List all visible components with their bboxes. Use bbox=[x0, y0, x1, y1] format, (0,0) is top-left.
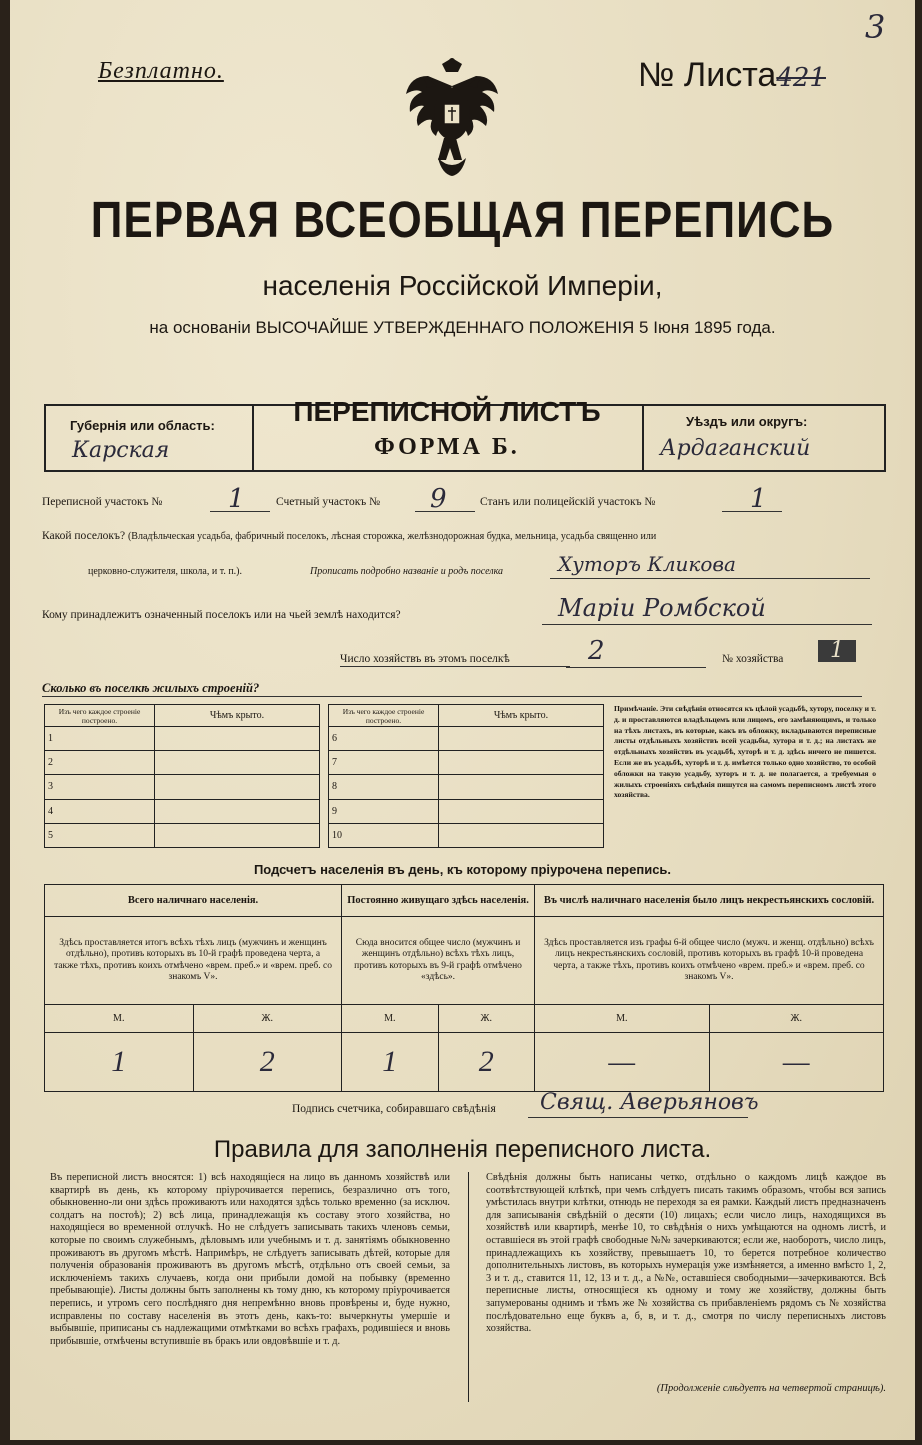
count-value: 1 bbox=[45, 1032, 194, 1091]
form-header-left-border bbox=[44, 404, 46, 472]
buildings-table-right bbox=[328, 704, 604, 848]
household-no-value: 1 bbox=[818, 640, 856, 662]
buildings-col-material: Изъ чего каждое строеніе построено. bbox=[45, 705, 155, 727]
form-title: ПЕРЕПИСНОЙ ЛИСТЪ bbox=[293, 396, 601, 427]
rules-divider bbox=[468, 1172, 469, 1402]
poselok-hint-3: Прописать подробно названіе и родъ поселка bbox=[310, 566, 504, 577]
buildings-table-left bbox=[44, 704, 320, 848]
form-header-bottom-border bbox=[44, 470, 886, 472]
poselok-hint-2: церковно-служителя, школа, и т. п.). bbox=[88, 566, 242, 577]
household-no-label: № хозяйства bbox=[722, 653, 784, 665]
gubernia-label: Губернія или область: bbox=[70, 418, 215, 433]
count-value: 1 bbox=[342, 1032, 439, 1091]
rules-right: Свѣдѣнія должны быть написаны четко, отдѣльно о каждомъ лицѣ каждое въ соотвѣтствующей клѣткѣ, при чемъ слѣдуетъ писать такимъ образомъ, чтобы вся запись умѣстилась внутри клѣтки, отнюдь не переходя за ея рамки. Каждый листъ предназначенъ для записыванія свѣдѣній о десяти (10) лицахъ; если число лицъ, находящихся въ хозяйствѣ или квартирѣ, менѣе 10, то свѣдѣнія о нихъ умѣщаются на одномъ листѣ, и оставшіеся въ этой графѣ свободные №№ зачеркиваются; если же, наоборотъ, число лицъ, принадлежащихъ къ хозяйству, превышаетъ 10, то берется потребное количество дополнительныхъ листовъ, въ которыхъ нумерація уже измѣняется, а именно вмѣсто 1, 2, 3 и т. д., ставится 11, 12, 13 и т. д., а №№, оставшіеся свободными—зачеркиваются. Всѣ переписные листы, относящіеся къ одному и тому же хозяйству, должны быть запумерованы однимъ и тѣмъ же № хозяйства съ прибавленіемъ рядомъ съ № хозяйства послѣдовательно еще буквъ а, б, в, и т. д., смотря по числу переписныхъ листовъ хозяйства. bbox=[486, 1172, 886, 1335]
rules-continued: (Продолженіе слѣдуетъ на четвертой страницѣ). bbox=[656, 1383, 886, 1394]
signature-label: Подпись счетчика, собиравшаго свѣдѣнія bbox=[292, 1103, 496, 1115]
buildings-col-roof: Чѣмъ крыто. bbox=[155, 705, 320, 727]
count-text-total: Здѣсь проставляется итогъ всѣхъ тѣхъ лицъ (мужчинъ и женщинъ отдѣльно), противъ которыхъ въ 10-й графѣ проведена черта, а также тѣхъ, противъ коихъ отмѣчено «врем. преб.» и «врем. преб. со знакомъ V». bbox=[45, 916, 342, 1005]
uchastok-value: 1 bbox=[228, 484, 245, 514]
buildings-row: 7 bbox=[329, 751, 439, 775]
note: Примѣчаніе. Эти свѣдѣнія относятся къ цѣлой усадьбѣ, хутору, поселку и т. д. и проставляются владѣльцемъ или лицомъ, его замѣняющимъ, и только на тѣхъ листахъ, въ которые, какъ въ обложку, вкладываются переписные листы отдѣльныхъ хозяйствъ всей усадьбы, хутора и т. д.; на листахъ же отдѣльныхъ хозяйствъ въ усадьбѣ, хуторѣ и т. д. здѣсь ничего не пишется. Если же въ усадьбѣ, хуторѣ и т. д. имѣется только одно хозяйство, то особой обложки на такую усадьбу, хуторъ и т. д. не полагается, а требуемыя о жилыхъ строеніяхъ свѣдѣнія пишутся на самомъ переписномъ листѣ этого хозяйства. bbox=[614, 704, 876, 800]
buildings-row: 1 bbox=[45, 727, 155, 751]
uezd-value: Ардаганский bbox=[660, 436, 811, 461]
schetny-label: Счетный участокъ № bbox=[276, 496, 381, 508]
free-label: Безплатно. bbox=[98, 58, 224, 84]
households-label: Число хозяйствъ въ этомъ поселкѣ bbox=[340, 653, 510, 665]
count-value: — bbox=[709, 1032, 884, 1091]
count-header-zh: Ж. bbox=[438, 1005, 535, 1032]
form-header-divider-right bbox=[642, 404, 644, 472]
count-text-non-peasant: Здѣсь проставляется изъ графы 6-й общее число (мужч. и женщ. отдѣльно) всѣхъ лицъ некрестьянскихъ сословій, противъ которыхъ въ графѣ 10-й проведена черта, а также тѣхъ, противъ коихъ отмѣчено «врем. преб.» и «врем. преб. со знакомъ V». bbox=[535, 916, 884, 1005]
buildings-col-roof: Чѣмъ крыто. bbox=[439, 705, 604, 727]
count-col-non-peasant: Въ числѣ наличнаго населенія было лицъ некрестьянскихъ сословій. bbox=[535, 885, 884, 917]
count-header-zh: Ж. bbox=[709, 1005, 884, 1032]
sheet-number-label: № Листа bbox=[638, 56, 777, 94]
count-value: — bbox=[535, 1032, 709, 1091]
poselok-value: Хуторъ Кликова bbox=[558, 552, 736, 576]
buildings-row: 3 bbox=[45, 775, 155, 799]
households-value: 2 bbox=[588, 636, 605, 666]
count-header-m: М. bbox=[342, 1005, 439, 1032]
uchastok-label: Переписной участокъ № bbox=[42, 496, 163, 508]
census-sheet bbox=[10, 0, 915, 1440]
population-count-table bbox=[44, 884, 884, 1092]
signature-value: Свящ. Аверьяновъ bbox=[540, 1090, 759, 1115]
buildings-row: 6 bbox=[329, 727, 439, 751]
stan-label: Станъ или полицейскій участокъ № bbox=[480, 496, 656, 508]
sheet-number-value: 421 bbox=[776, 63, 826, 93]
buildings-row: 9 bbox=[329, 799, 439, 823]
owner-value: Маріи Ромбской bbox=[558, 594, 766, 622]
uezd-label: Уѣздъ или округъ: bbox=[686, 414, 808, 429]
buildings-row: 10 bbox=[329, 823, 439, 847]
buildings-row: 5 bbox=[45, 823, 155, 847]
buildings-row: 4 bbox=[45, 799, 155, 823]
schetny-value: 9 bbox=[430, 484, 447, 514]
count-col-permanent: Постоянно живущаго здѣсь населенія. bbox=[342, 885, 535, 917]
rules-title: Правила для заполненія переписного листа. bbox=[213, 1136, 712, 1163]
buildings-label: Сколько въ поселкѣ жилыхъ строеній? bbox=[42, 681, 260, 695]
gubernia-value: Карская bbox=[72, 438, 170, 463]
count-value: 2 bbox=[193, 1032, 342, 1091]
page-title: ПЕРВАЯ ВСЕОБЩАЯ ПЕРЕПИСЬ bbox=[90, 192, 835, 249]
page-mark: 3 bbox=[865, 8, 886, 46]
page-subtitle: населенія Россійской Имперіи, bbox=[262, 270, 663, 301]
poselok-label bbox=[42, 530, 656, 543]
poselok-hint-1: (Владѣльческая усадьба, фабричный поселокъ, лѣсная сторожка, желѣзнодорожная будка, мельница, усадьба священно или bbox=[127, 531, 657, 542]
stan-value: 1 bbox=[750, 484, 767, 514]
count-header-zh: Ж. bbox=[193, 1005, 342, 1032]
count-value: 2 bbox=[438, 1032, 535, 1091]
count-col-total: Всего наличнаго населенія. bbox=[45, 885, 342, 917]
buildings-row: 2 bbox=[45, 751, 155, 775]
buildings-col-material: Изъ чего каждое строеніе построено. bbox=[329, 705, 439, 727]
count-text-permanent: Сюда вносится общее число (мужчинъ и женщинъ отдѣльно) всѣхъ тѣхъ лицъ, противъ которыхъ въ 9-й графѣ отмѣчено «здѣсь». bbox=[342, 916, 535, 1005]
count-heading: Подсчетъ населенія въ день, къ которому пріурочена перепись. bbox=[253, 862, 672, 877]
double-headed-eagle-icon bbox=[398, 58, 506, 176]
poselok-label-text: Какой поселокъ? bbox=[42, 530, 126, 542]
sheet-number bbox=[638, 56, 826, 95]
form-header-right-border bbox=[884, 404, 886, 472]
count-header-m: М. bbox=[535, 1005, 709, 1032]
rules-left: Въ переписной листъ вносятся: 1) всѣ находящіеся на лицо въ данномъ хозяйствѣ или квартирѣ въ день, къ которому пріурочивается перепись, безразлично отъ того, обыкновенно-ли они здѣсь проживаютъ или находятся здѣсь только временно (за исключ. солдатъ на постоѣ); 2) всѣ лица, принадлежащія къ составу этого хозяйства, но находящіеся во временной отлучкѣ. Но не слѣдуетъ записывать такихъ членовъ семьи, которые по своимъ служебнымъ, дѣловымъ или учебнымъ и т. д. занятіямъ обыкновенно проживаютъ въ другомъ мѣстѣ. Напримѣръ, не слѣдуетъ записывать дѣтей, которые для полученія образованія проживаютъ въ другомъ мѣстѣ, отдѣльно отъ своей семьи, за исключеніемъ такихъ случаевъ, когда они прибыли домой на побывку (временно пребывающіе). Листы должны быть заполнены къ тому дню, къ которому пріурочивается перепись, и утромъ сего послѣдняго дня непремѣнно вновь провѣрены и, буде нужно, исправлены по составу населенія въ этотъ день, какъ-то: вычеркнуты умершіе и выбывшіе, приписаны съ надлежащими отмѣтками во всѣхъ графахъ, родившіеся и вновь прибывшіе, отмѣчены вступившіе въ бракъ или овдовѣвшіе и т. д. bbox=[50, 1172, 450, 1347]
owner-label: Кому принадлежитъ означенный поселокъ или на чьей землѣ находится? bbox=[42, 609, 401, 621]
form-subtitle: ФОРМА Б. bbox=[374, 434, 520, 460]
count-header-m: М. bbox=[45, 1005, 194, 1032]
page-legal-basis: на основаніи ВЫСОЧАЙШЕ УТВЕРЖДЕННАГО ПОЛОЖЕНІЯ 5 Іюня 1895 года. bbox=[149, 318, 776, 337]
buildings-row: 8 bbox=[329, 775, 439, 799]
